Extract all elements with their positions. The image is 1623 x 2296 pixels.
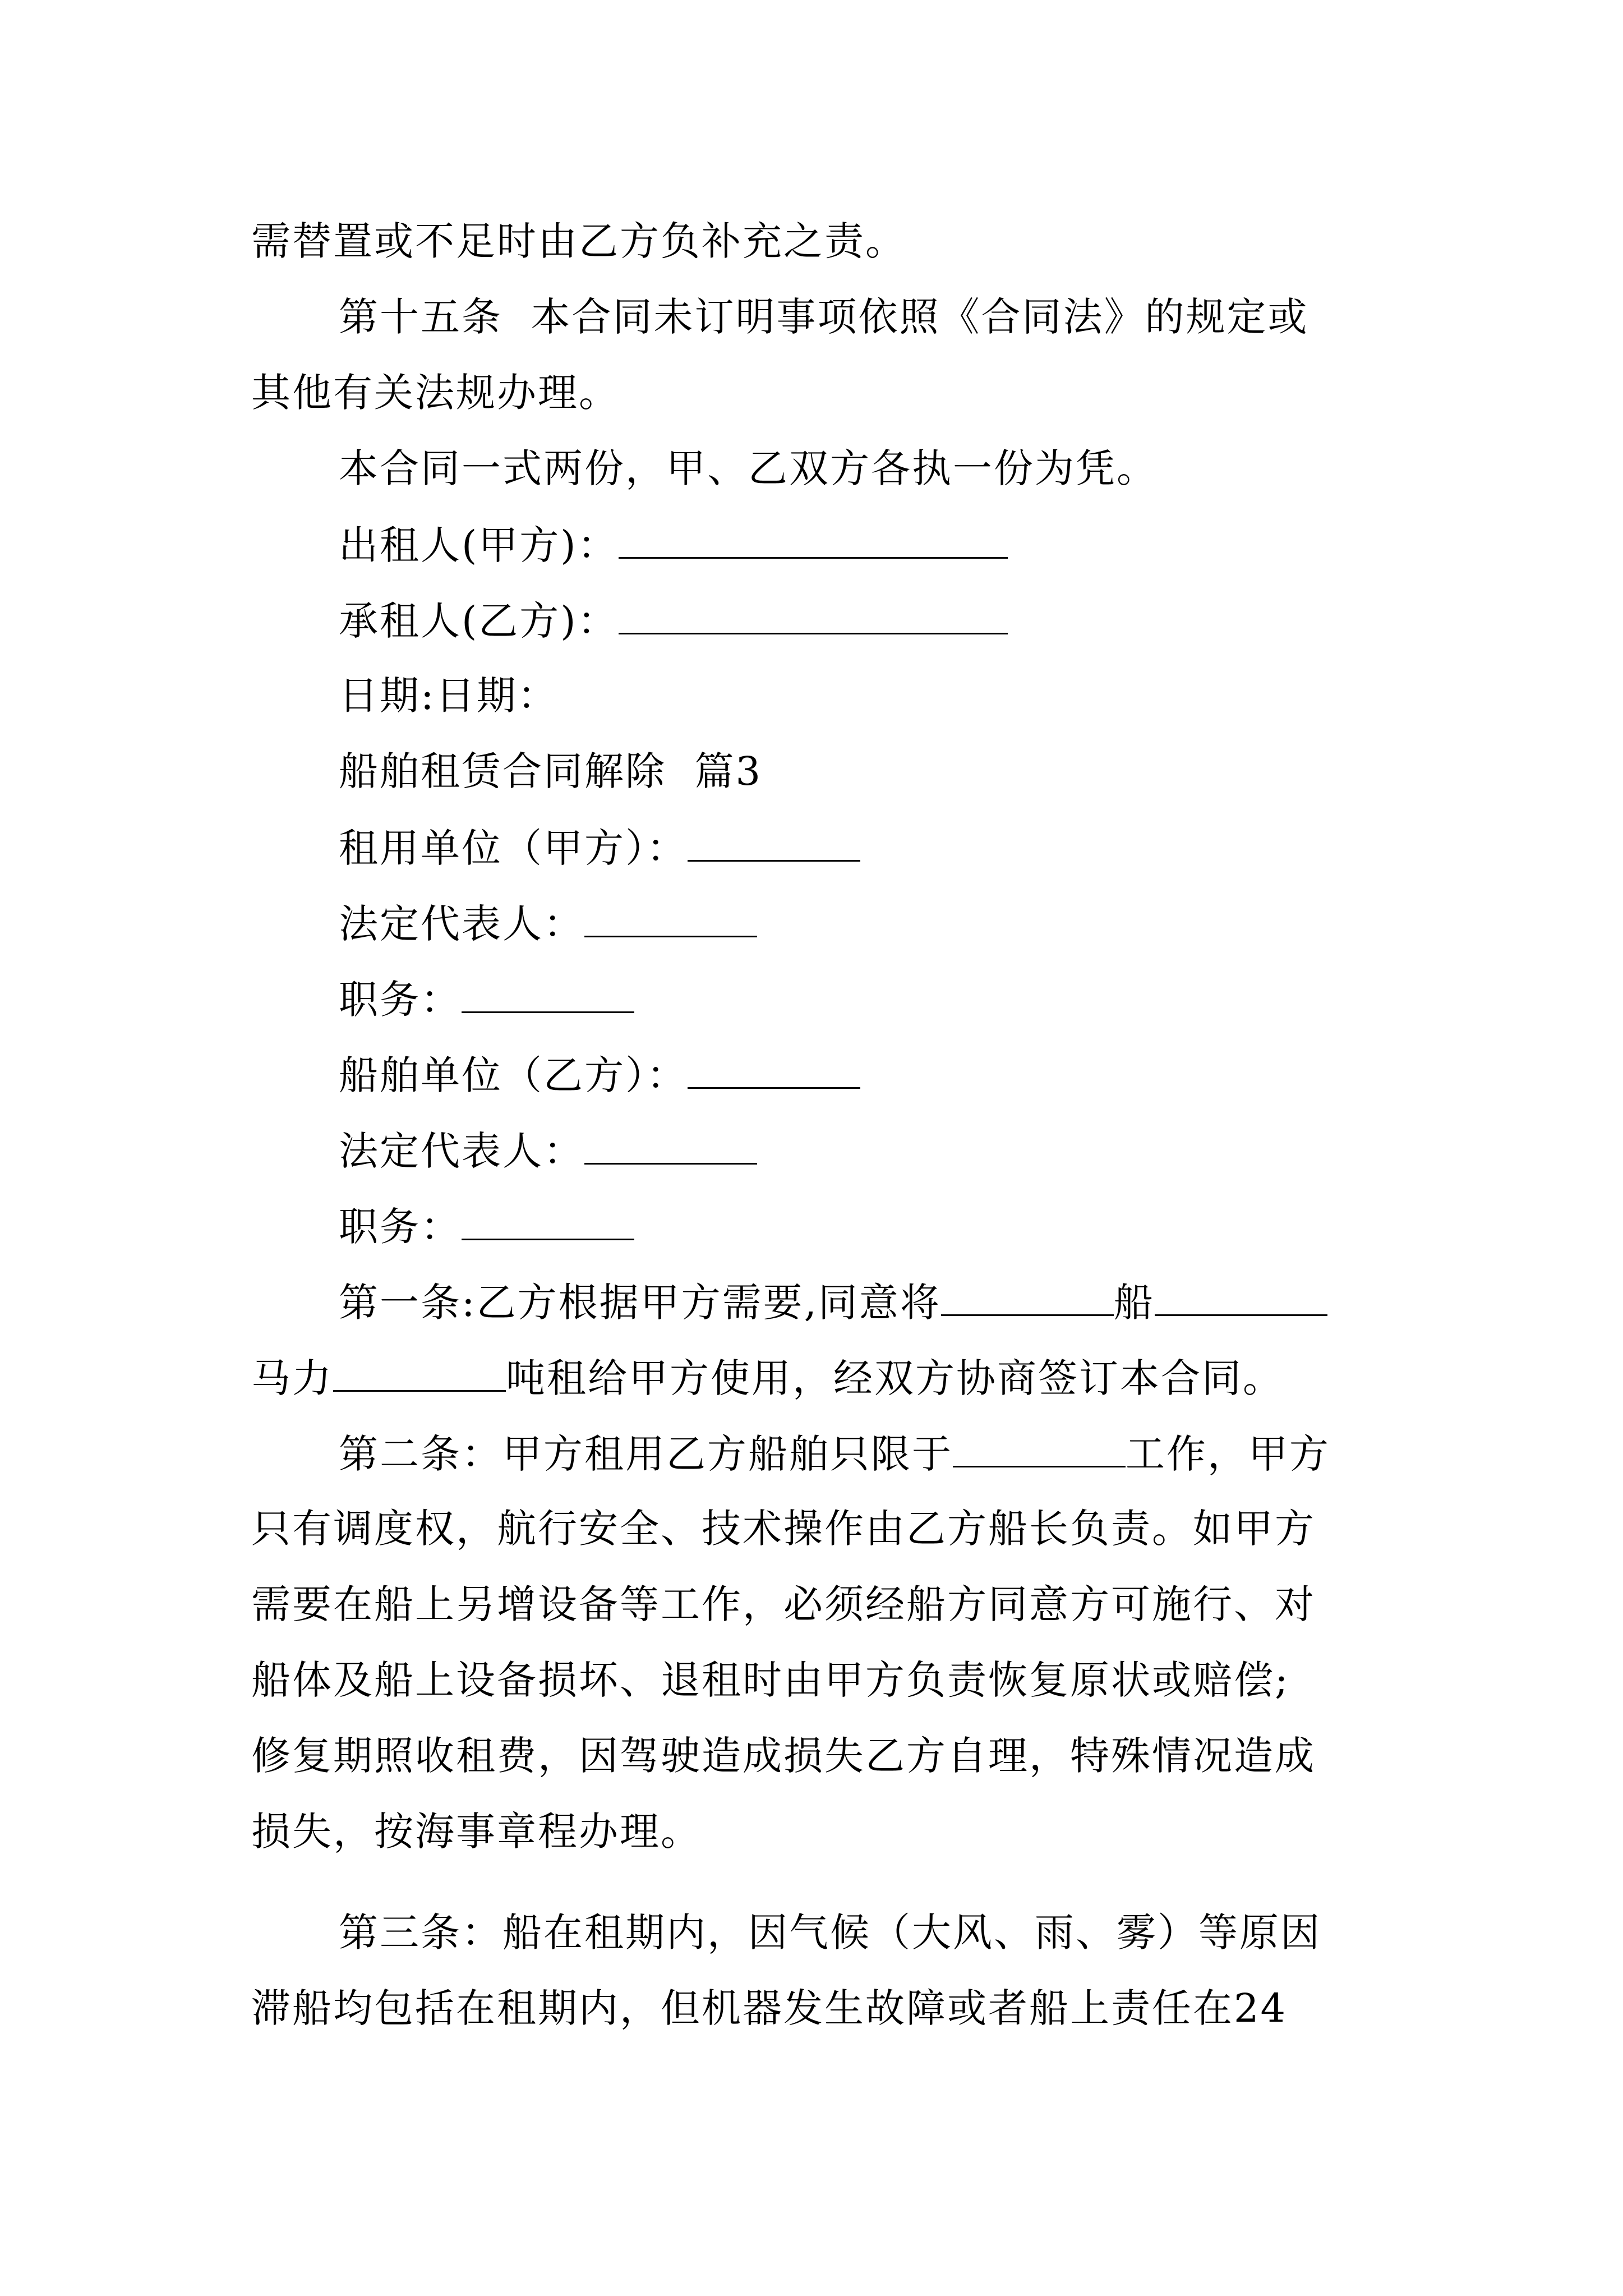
lessee-line [339, 598, 1008, 644]
legal-rep-label: 法定代表人： [339, 901, 584, 947]
lessor-label: 出租人(甲方)： [339, 522, 619, 568]
renting-unit-blank[interactable] [688, 827, 860, 862]
text-line [251, 370, 620, 416]
date-label: 日期:日期： [339, 673, 559, 719]
paragraph-text: 其他有关法规办理。 [251, 370, 620, 416]
paragraph-text: 只有调度权，航行安全、技术操作由乙方船长负责。如甲方 [251, 1506, 1316, 1552]
paragraph-text: 船体及船上设备损坏、退租时由甲方负责恢复原状或赔偿; [251, 1657, 1290, 1703]
position-label: 职务： [339, 1204, 462, 1250]
text-line [251, 1506, 1316, 1552]
legal-rep-line [339, 901, 757, 947]
paragraph-text: 需替置或不足时由乙方负补充之责。 [251, 218, 906, 264]
position-blank[interactable] [462, 1206, 634, 1240]
legal-rep-label: 法定代表人： [339, 1128, 584, 1174]
legal-rep-blank[interactable] [584, 903, 757, 937]
article-1-line [339, 1280, 1327, 1326]
renting-unit-line [339, 825, 860, 871]
article-15-text: 第十五条 本合同未订明事项依照《合同法》的规定或 [339, 294, 1309, 340]
ship-unit-blank[interactable] [688, 1055, 860, 1089]
paragraph-text: 本合同一式两份，甲、乙双方各执一份为凭。 [339, 445, 1158, 491]
lessee-blank[interactable] [619, 600, 1008, 634]
paragraph-text: 损失，按海事章程办理。 [251, 1809, 702, 1855]
paragraph-text: 需要在船上另增设备等工作，必须经船方同意方可施行、对 [251, 1581, 1316, 1627]
ship-name-blank[interactable] [941, 1282, 1114, 1316]
article-3-text: 第三条：船在租期内，因气候（大风、雨、雾）等原因 [339, 1910, 1321, 1955]
article-2-text: 第二条：甲方租用乙方船舶只限于 [339, 1431, 953, 1477]
article-2-line [339, 1431, 1330, 1477]
position-line [339, 977, 634, 1023]
text-line [251, 1581, 1316, 1627]
horsepower-label: 马力 [251, 1355, 333, 1401]
text-line [251, 1985, 1288, 2031]
article-1-text: 第一条:乙方根据甲方需要,同意将 [339, 1280, 941, 1326]
section-heading [339, 748, 763, 794]
lessee-label: 承租人(乙方)： [339, 598, 619, 644]
position-blank[interactable] [462, 979, 634, 1013]
text-line [339, 445, 1158, 491]
work-scope-blank[interactable] [953, 1433, 1126, 1467]
ship-unit-label: 船舶单位（乙方）： [339, 1052, 688, 1098]
article-1-cont-line [251, 1355, 1284, 1401]
lessor-line [339, 522, 1008, 568]
renting-unit-label: 租用单位（甲方）： [339, 825, 688, 871]
ship-type-blank[interactable] [1155, 1282, 1327, 1316]
legal-rep-line [339, 1128, 757, 1174]
paragraph-text: 修复期照收租费，因驾驶造成损失乙方自理，特殊情况造成 [251, 1733, 1316, 1779]
horsepower-blank[interactable] [333, 1358, 506, 1392]
section-title: 船舶租赁合同解除 篇3 [339, 748, 763, 794]
paragraph-text: 滞船均包括在租期内，但机器发生故障或者船上责任在24 [251, 1985, 1288, 2031]
article-1-cont-text: 吨租给甲方使用，经双方协商签订本合同。 [506, 1355, 1284, 1401]
position-line [339, 1204, 634, 1250]
legal-rep-blank[interactable] [584, 1130, 757, 1165]
ship-unit-line [339, 1052, 860, 1098]
text-line [251, 218, 906, 264]
ship-label: 船 [1113, 1280, 1155, 1326]
text-line [251, 1809, 702, 1855]
position-label: 职务： [339, 977, 462, 1023]
date-line [339, 673, 559, 719]
article-2-text-end: 工作，甲方 [1126, 1431, 1330, 1477]
article-3-line [339, 1910, 1321, 1955]
text-line [339, 294, 1309, 340]
lessor-blank[interactable] [619, 524, 1008, 559]
text-line [251, 1733, 1316, 1779]
text-line [251, 1657, 1290, 1703]
